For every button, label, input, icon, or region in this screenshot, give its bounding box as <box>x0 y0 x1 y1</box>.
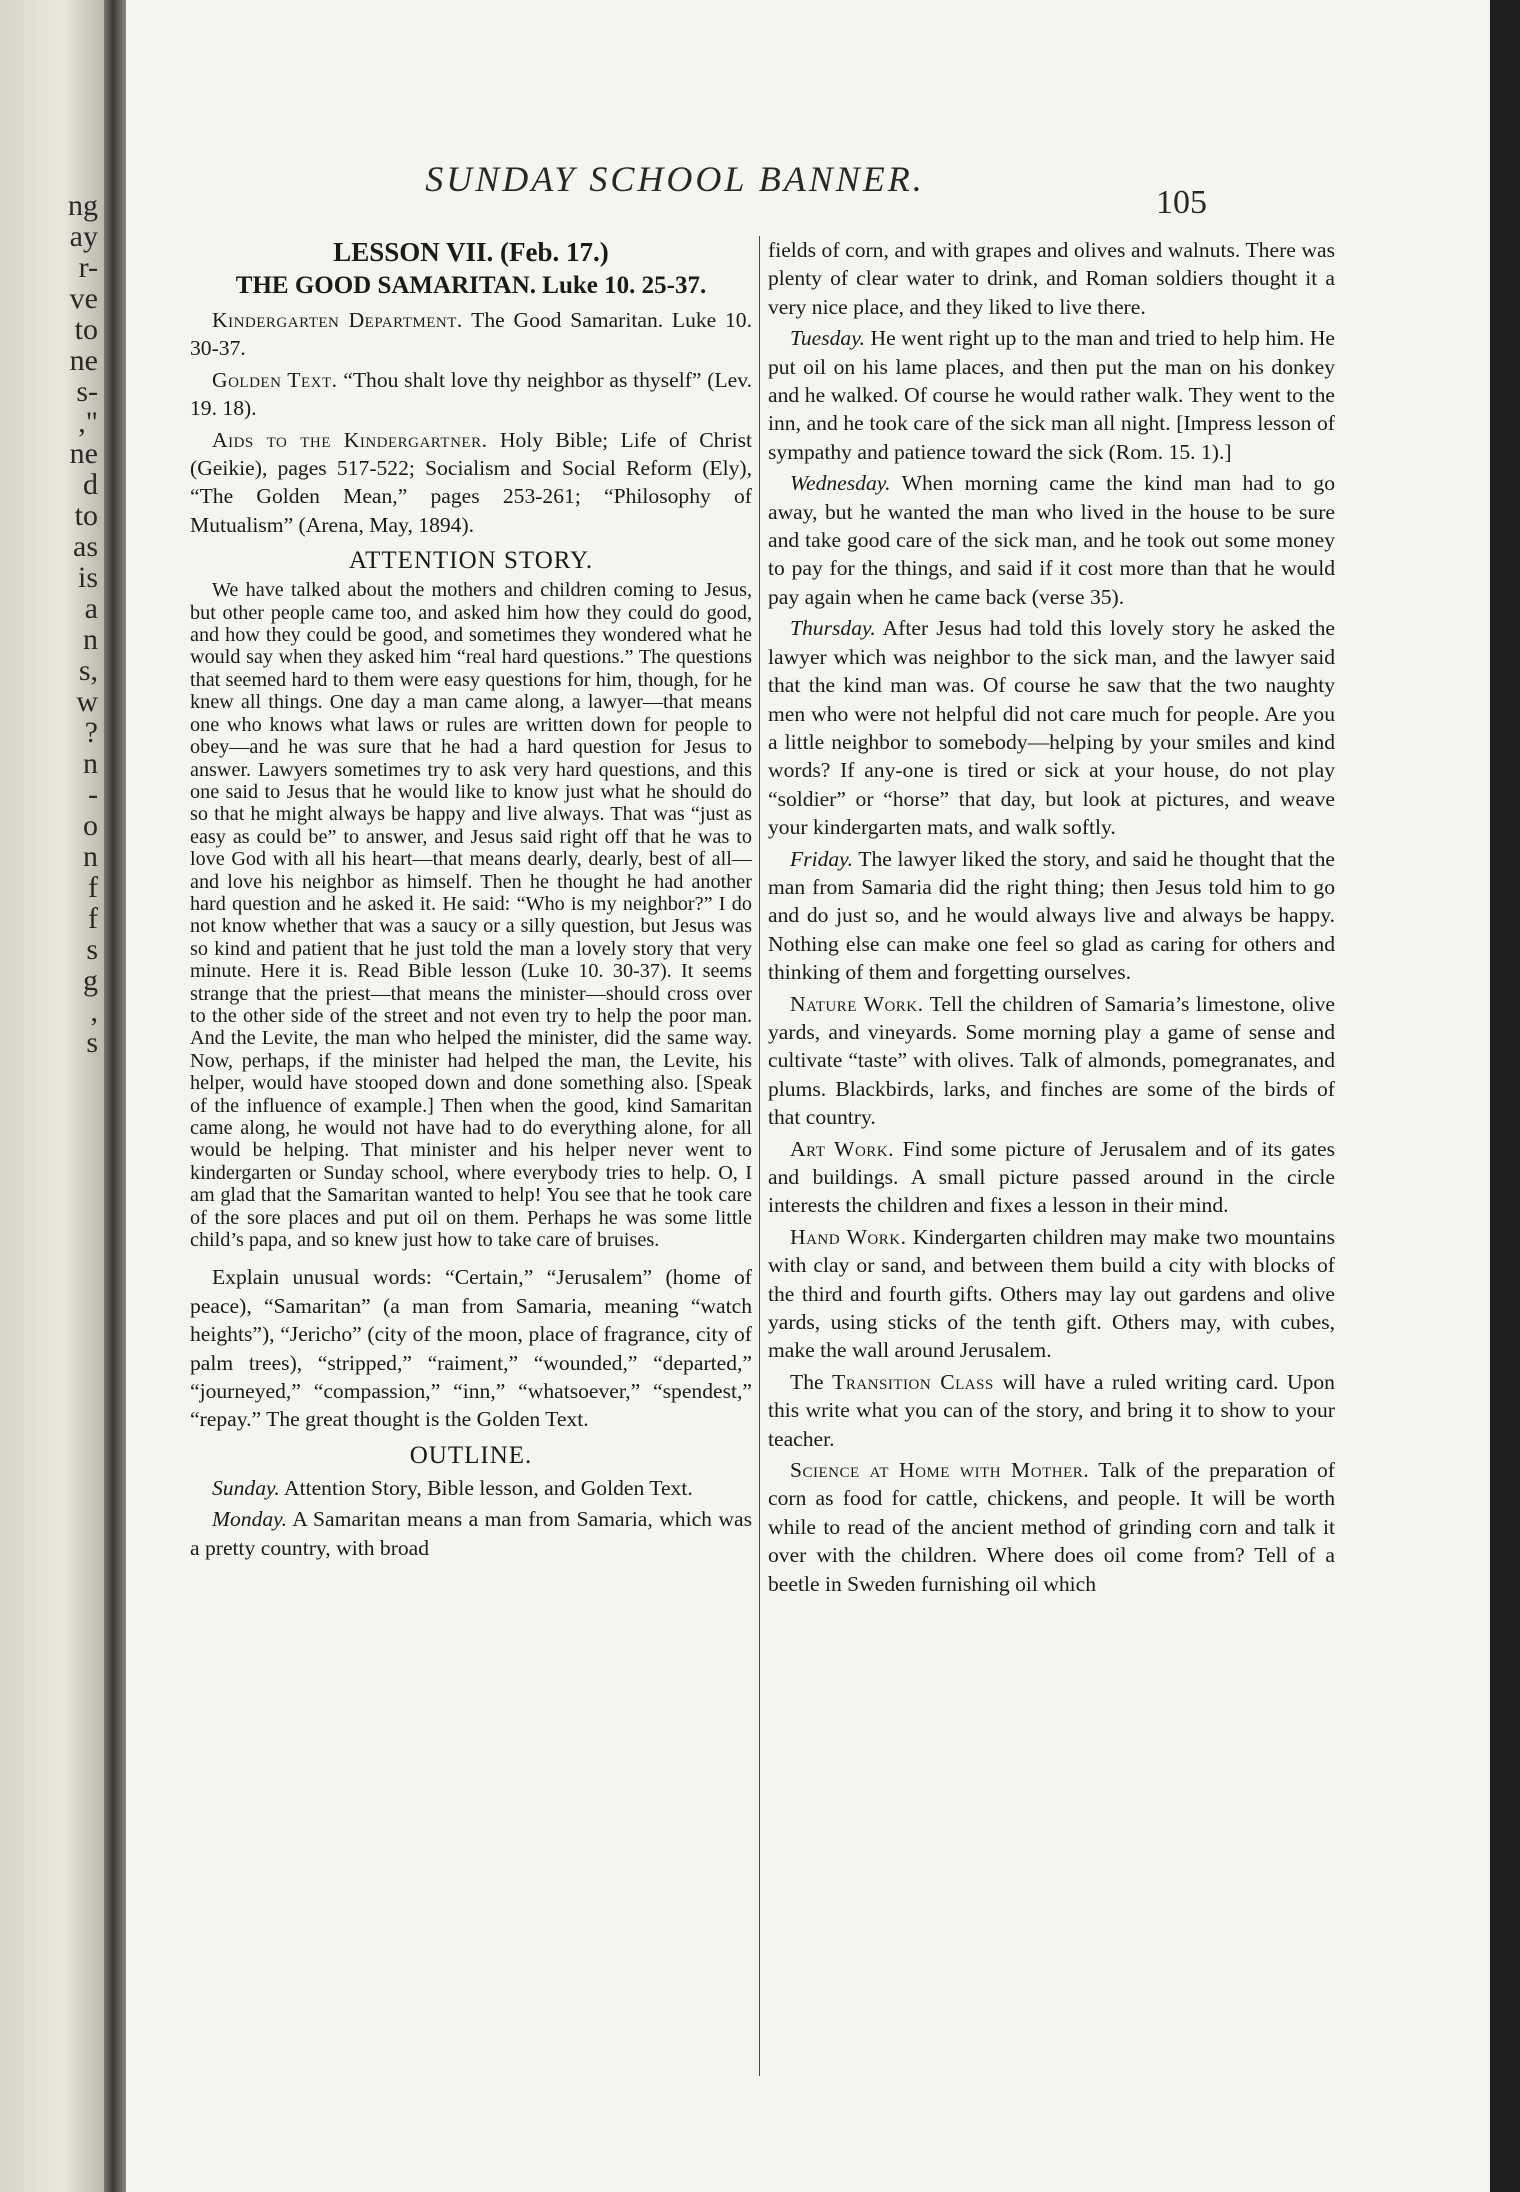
outline-tuesday <box>768 324 1335 466</box>
outline-wednesday <box>768 469 1335 611</box>
scan-right-edge <box>1490 0 1520 2192</box>
friday-text: The lawyer liked the story, and said he thought that the man from Samaria did the right thing; then Jesus told him to go and do just so, and he would always live and always be happy. Nothing else can make one feel so glad as caring for others and thinking of them and forgetting ourselves. <box>768 846 1335 985</box>
transition-prefix: The <box>790 1369 824 1394</box>
facing-page-fragment: s <box>86 933 98 966</box>
facing-page-fragment: w <box>76 685 98 718</box>
facing-page-fragment: ne <box>69 344 98 377</box>
outline-sunday <box>190 1474 752 1502</box>
nature-work-label: Nature Work. <box>790 991 924 1016</box>
facing-page-fragment: n <box>83 840 98 873</box>
facing-page-edge <box>0 0 104 2192</box>
hand-work-text: Kindergarten children may make two mountains with clay or sand, and between them build a city with blocks of the third and fourth gifts. Others may lay out gardens and olive yards, using sticks of the tenth gift. Others may, with cubes, make the wall around Jerusalem. <box>768 1224 1335 1363</box>
facing-page-fragment: ve <box>69 282 98 315</box>
sunday-text: Attention Story, Bible lesson, and Golden Text. <box>284 1475 693 1500</box>
facing-page-fragment: f <box>88 902 98 935</box>
attention-story-heading: ATTENTION STORY. <box>348 547 594 575</box>
facing-page-fragment: to <box>74 313 98 346</box>
facing-page-fragment: is <box>77 561 98 594</box>
tuesday-text: He went right up to the man and tried to help him. He put oil on his lame places, and then put the man on his donkey and he walked. Of course he would rather walk. They went to the inn, and he took care of the sick man all night. [Impress lesson of sympathy and patience toward the sick (Rom. 15. 1).] <box>768 326 1335 464</box>
facing-page-fragment: n <box>83 747 98 780</box>
facing-page-fragment: ay <box>69 220 98 253</box>
nature-work <box>768 990 1335 1132</box>
outline-monday <box>190 1505 752 1562</box>
wednesday-text: When morning came the kind man had to go away, but he wanted the man who lived in the house to be sure and take good care of the sick man, and he took out some money to pay for the things, and said if it cost more than that he would pay again when he came back (verse 35). <box>768 471 1335 609</box>
facing-page-fragment: , <box>90 995 98 1028</box>
outline-heading: OUTLINE. <box>409 1441 533 1469</box>
wednesday-label: Wednesday. <box>790 471 891 496</box>
monday-continuation: fields of corn, and with grapes and olives and walnuts. There was plenty of clear water to drink, and Roman soldiers thought it a very nice place, and they liked to live there. <box>768 238 1335 319</box>
science-at-home <box>768 1456 1335 1598</box>
facing-page-fragment: s- <box>76 375 98 408</box>
running-head: SUNDAY SCHOOL BANNER. <box>425 159 925 199</box>
golden-text-body: “Thou shalt love thy neighbor as thyself” (Lev. 19. 18). <box>190 367 753 421</box>
nature-work-text: Tell the children of Samaria’s limestone, olive yards, and vineyards. Some morning play a game of sense and cultivate “taste” with olives. Talk of almonds, pomegranates, and plums. Blackbirds, larks, and finches are some of the birds of that country. <box>768 991 1335 1130</box>
facing-page-fragment: o <box>83 809 98 842</box>
facing-page-text-fragments <box>8 190 98 1058</box>
thursday-text: After Jesus had told this lovely story he asked the lawyer which was neighbor to the sick man, and the lawyer said that the kind man was. Of course he saw that the two naughty men who were not helpful did not care much for people. Are you a little neighbor to somebody—helping by your smiles and kind words? If any-one is tired or sick at your house, do not play “soldier” or “horse” that day, but look at pictures, and weave your kindergarten mats, and walk softly. <box>768 616 1335 840</box>
facing-page-fragment: g <box>83 964 98 997</box>
facing-page-fragment: s, <box>78 654 98 687</box>
facing-page-fragment: ng <box>68 189 98 222</box>
science-label: Science at Home with Mother. <box>790 1458 1090 1483</box>
facing-page-fragment: f <box>88 871 98 904</box>
art-work <box>768 1135 1335 1220</box>
golden-text-label: Golden Text. <box>212 367 338 392</box>
art-work-text: Find some picture of Jerusalem and of its gates and buildings. A small picture passed around in the circle interests the children and fixes a lesson in their mind. <box>768 1136 1336 1218</box>
attention-story-text: We have talked about the mothers and children coming to Jesus, but other people came too, and asked him how they could do good, and how they could be good, and sometimes they wondered what he would say when they asked him “real hard questions.” The questions that seemed hard to them were easy questions for him, though, for he knew all things. One day a man came along, a lawyer—that means one who knows what laws or rules are written down for people to obey—and he was sure that he had a hard question for Jesus to answer. Lawyers sometimes try to ask very hard questions, and this one said to Jesus that he would like to know just what he should do so that he might always be happy and live always. That was “just as easy as could be” to answer, and Jesus said right off that he was to love God with all his heart—that means dearly, dearly, best of all—and love his neighbor as himself. Then he thought he had another hard question and he asked it. He said: “Who is my neighbor?” I do not know whether that was a saucy or a silly question, but Jesus was so kind and patient that he just told the man a lovely story that very minute. Here it is. Read Bible lesson (Luke 10. 30-37). It seems strange that the priest—that means the minister—should cross over to the other side of the street and not even try to help the poor man. And the Levite, the man who helped the minister, did the same way. Now, perhaps, if the minister had helped the man, the Levite, his helper, would have stooped down and done something also. [Speak of the influence of example.] Then when the good, kind Samaritan came along, he would not have had to do everything alone, for all would be helping. That minister and his helper never went to kindergarten or Sunday school, where everybody tries to help. O, I am glad that the Samaritan wanted to help! You see that he took care of the sore places and put oil on them. Perhaps he was some little child’s papa, and so knew just how to take care of bruises. <box>190 579 752 1252</box>
aids-label: Aids to the Kindergartner. <box>212 427 488 452</box>
facing-page-fragment: r- <box>78 251 98 284</box>
left-column <box>190 236 752 1562</box>
right-column <box>768 236 1335 1598</box>
transition-class <box>768 1368 1335 1453</box>
facing-page-fragment: s <box>86 1026 98 1059</box>
kindergarten-department <box>190 306 752 363</box>
facing-page-fragment: a <box>84 592 98 625</box>
transition-label: Transition Class <box>832 1369 994 1394</box>
tuesday-label: Tuesday. <box>790 326 865 351</box>
facing-page-fragment: d <box>83 468 98 501</box>
lesson-title: THE GOOD SAMARITAN. Luke 10. 25-37. <box>235 272 707 299</box>
facing-page-fragment: ? <box>84 716 98 749</box>
facing-page-fragment: ne <box>69 437 98 470</box>
lesson-heading: LESSON VII. (Feb. 17.) <box>333 237 609 267</box>
hand-work <box>768 1223 1335 1365</box>
column-divider <box>759 236 760 2076</box>
monday-label: Monday. <box>212 1507 287 1532</box>
sunday-label: Sunday. <box>212 1475 280 1500</box>
art-work-label: Art Work. <box>790 1136 895 1161</box>
facing-page-fragment: to <box>74 499 98 532</box>
thursday-label: Thursday. <box>790 616 876 641</box>
book-gutter <box>104 0 126 2192</box>
transition-text: will have a ruled writing card. Upon this write what you can of the story, and bring it to show to your teacher. <box>768 1369 1335 1451</box>
facing-page-fragment: n <box>83 623 98 656</box>
facing-page-fragment: - <box>88 778 98 811</box>
outline-friday <box>768 845 1335 987</box>
hand-work-label: Hand Work. <box>790 1224 907 1249</box>
kindergarten-label: Kindergarten Department. <box>212 308 463 332</box>
explain-words: Explain unusual words: “Certain,” “Jerusalem” (home of peace), “Samaritan” (a man from Samaria, meaning “watch heights”), “Jericho” (city of the moon, place of fragrance, city of palm trees), “stripped,” “raiment,” “wounded,” “departed,” “journeyed,” “compassion,” “inn,” “whatsoever,” “spendest,” “repay.” The great thought is the Golden Text. <box>190 1265 752 1432</box>
science-text: Talk of the preparation of corn as food for cattle, chickens, and people. It will be worth while to read of the ancient method of grinding corn and talk it over with the children. Where does oil come from? Tell of a beetle in Sweden furnishing oil which <box>768 1458 1335 1596</box>
outline-thursday <box>768 614 1335 841</box>
kindergarten-text: The Good Samaritan. Luke 10. 30-37. <box>190 308 752 361</box>
golden-text <box>190 366 752 423</box>
friday-label: Friday. <box>790 846 853 871</box>
aids-to-kindergartner <box>190 426 752 540</box>
aids-text: Holy Bible; Life of Christ (Geikie), pages 517-522; Socialism and Social Reform (Ely), “The Golden Mean,” pages 253-261; “Philosophy of Mutualism” (Arena, May, 1894). <box>190 427 752 537</box>
facing-page-fragment: as <box>73 530 98 563</box>
monday-text: A Samaritan means a man from Samaria, which was a pretty country, with broad <box>190 1507 752 1560</box>
page-number: 105 <box>1156 184 1207 221</box>
facing-page-fragment: ," <box>78 406 98 439</box>
